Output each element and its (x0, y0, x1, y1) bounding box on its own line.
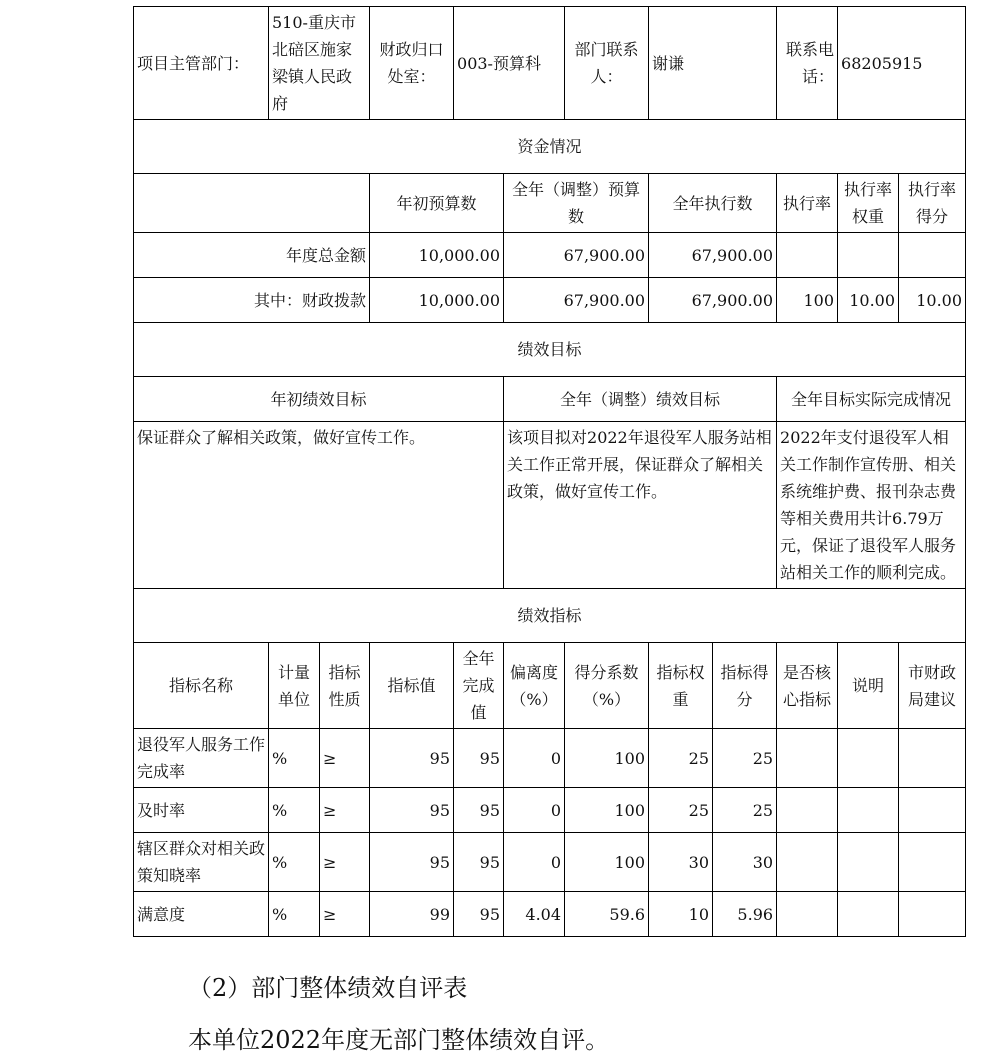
indicator-advice (899, 892, 966, 937)
indicator-nature: ≥ (320, 788, 370, 833)
indicator-unit: % (269, 729, 320, 788)
indicator-target: 95 (370, 833, 454, 892)
indicator-core (777, 788, 838, 833)
indicator-note (838, 892, 899, 937)
goals-adjusted-text: 该项目拟对2022年退役军人服务站相关工作正常开展，保证群众了解相关政策，做好宣传工作。 (504, 422, 777, 589)
funds-row-weight (838, 233, 899, 278)
funds-row-rate: 100 (777, 278, 838, 323)
funds-header-row (134, 174, 966, 233)
indicator-score: 30 (713, 833, 777, 892)
performance-evaluation-table (133, 6, 966, 937)
indicator-header-cell: 是否核心指标 (777, 643, 838, 729)
indicator-header-cell: 市财政局建议 (899, 643, 966, 729)
indicator-header-cell: 计量单位 (269, 643, 320, 729)
indicator-weight: 30 (649, 833, 713, 892)
indicator-actual: 95 (454, 892, 504, 937)
funds-row-label: 其中：财政拨款 (134, 278, 370, 323)
indicator-name: 及时率 (134, 788, 269, 833)
indicator-core (777, 729, 838, 788)
indicator-advice (899, 833, 966, 892)
indicator-row (134, 788, 966, 833)
indicator-weight: 25 (649, 729, 713, 788)
funds-row-total (134, 233, 966, 278)
phone-value: 68205915 (838, 7, 966, 120)
indicator-name: 退役军人服务工作完成率 (134, 729, 269, 788)
indicator-unit: % (269, 788, 320, 833)
indicator-actual: 95 (454, 833, 504, 892)
indicator-name: 满意度 (134, 892, 269, 937)
indicator-unit: % (269, 892, 320, 937)
indicator-name: 辖区群众对相关政策知晓率 (134, 833, 269, 892)
indicator-note (838, 729, 899, 788)
goals-section-title: 绩效目标 (134, 323, 966, 377)
funds-row-initial: 10,000.00 (370, 233, 504, 278)
indicator-deviation: 0 (504, 788, 565, 833)
header-row (134, 7, 966, 120)
indicator-header-cell: 指标名称 (134, 643, 269, 729)
indicator-header-cell: 指标得分 (713, 643, 777, 729)
indicator-core (777, 892, 838, 937)
indicator-weight: 10 (649, 892, 713, 937)
goals-col-initial: 年初绩效目标 (134, 377, 504, 422)
funds-row-executed: 67,900.00 (649, 278, 777, 323)
funds-row-label: 年度总金额 (134, 233, 370, 278)
goals-title-row (134, 323, 966, 377)
indicator-weight: 25 (649, 788, 713, 833)
goals-col-actual: 全年目标实际完成情况 (777, 377, 966, 422)
indicator-header-cell: 全年完成值 (454, 643, 504, 729)
indicator-nature: ≥ (320, 729, 370, 788)
indicators-section-title: 绩效指标 (134, 589, 966, 643)
indicator-deviation: 0 (504, 833, 565, 892)
indicator-header-cell: 偏离度（%） (504, 643, 565, 729)
statement-paragraph: 本单位2022年度无部门整体绩效自评。 (188, 1026, 610, 1054)
indicator-deviation: 4.04 (504, 892, 565, 937)
funds-row-score (899, 233, 966, 278)
phone-label: 联系电话： (777, 7, 838, 120)
indicator-deviation: 0 (504, 729, 565, 788)
indicators-title-row (134, 589, 966, 643)
indicators-header-row (134, 643, 966, 729)
indicator-advice (899, 788, 966, 833)
section-subheading: （2）部门整体绩效自评表 (188, 974, 468, 1002)
indicator-advice (899, 729, 966, 788)
indicator-coef: 100 (565, 788, 649, 833)
funds-row-executed: 67,900.00 (649, 233, 777, 278)
funds-row-initial: 10,000.00 (370, 278, 504, 323)
dept-value: 510-重庆市北碚区施家梁镇人民政府 (269, 7, 370, 120)
funds-row-rate (777, 233, 838, 278)
funds-col-executed: 全年执行数 (649, 174, 777, 233)
funds-section-title: 资金情况 (134, 120, 966, 174)
indicator-row (134, 729, 966, 788)
goals-col-adjusted: 全年（调整）绩效目标 (504, 377, 777, 422)
indicator-header-cell: 指标性质 (320, 643, 370, 729)
funds-row-fiscal (134, 278, 966, 323)
indicator-target: 99 (370, 892, 454, 937)
goals-initial-text: 保证群众了解相关政策，做好宣传工作。 (134, 422, 504, 589)
goals-header-row (134, 377, 966, 422)
finance-label: 财政归口处室： (370, 7, 454, 120)
contact-label: 部门联系人： (565, 7, 649, 120)
funds-row-adjusted: 67,900.00 (504, 278, 649, 323)
indicator-header-cell: 说明 (838, 643, 899, 729)
indicator-actual: 95 (454, 788, 504, 833)
indicator-header-cell: 指标值 (370, 643, 454, 729)
indicator-target: 95 (370, 729, 454, 788)
funds-col-weight: 执行率权重 (838, 174, 899, 233)
funds-row-adjusted: 67,900.00 (504, 233, 649, 278)
funds-row-weight: 10.00 (838, 278, 899, 323)
funds-col-adjusted: 全年（调整）预算数 (504, 174, 649, 233)
indicator-nature: ≥ (320, 833, 370, 892)
funds-header-blank (134, 174, 370, 233)
funds-col-score: 执行率得分 (899, 174, 966, 233)
indicator-nature: ≥ (320, 892, 370, 937)
goals-content-row (134, 422, 966, 589)
indicator-row (134, 892, 966, 937)
indicator-unit: % (269, 833, 320, 892)
indicator-actual: 95 (454, 729, 504, 788)
indicator-note (838, 788, 899, 833)
indicator-score: 25 (713, 729, 777, 788)
indicator-core (777, 833, 838, 892)
indicator-header-cell: 指标权重 (649, 643, 713, 729)
funds-row-score: 10.00 (899, 278, 966, 323)
indicator-score: 5.96 (713, 892, 777, 937)
indicator-score: 25 (713, 788, 777, 833)
contact-value: 谢谦 (649, 7, 777, 120)
dept-label: 项目主管部门： (134, 7, 269, 120)
indicator-header-cell: 得分系数（%） (565, 643, 649, 729)
funds-col-rate: 执行率 (777, 174, 838, 233)
indicator-target: 95 (370, 788, 454, 833)
goals-actual-text: 2022年支付退役军人相关工作制作宣传册、相关系统维护费、报刊杂志费等相关费用共计6.79万元，保证了退役军人服务站相关工作的顺利完成。 (777, 422, 966, 589)
funds-title-row (134, 120, 966, 174)
indicator-coef: 59.6 (565, 892, 649, 937)
indicator-coef: 100 (565, 833, 649, 892)
funds-col-initial: 年初预算数 (370, 174, 504, 233)
indicator-coef: 100 (565, 729, 649, 788)
indicator-row (134, 833, 966, 892)
finance-value: 003-预算科 (454, 7, 565, 120)
indicator-note (838, 833, 899, 892)
